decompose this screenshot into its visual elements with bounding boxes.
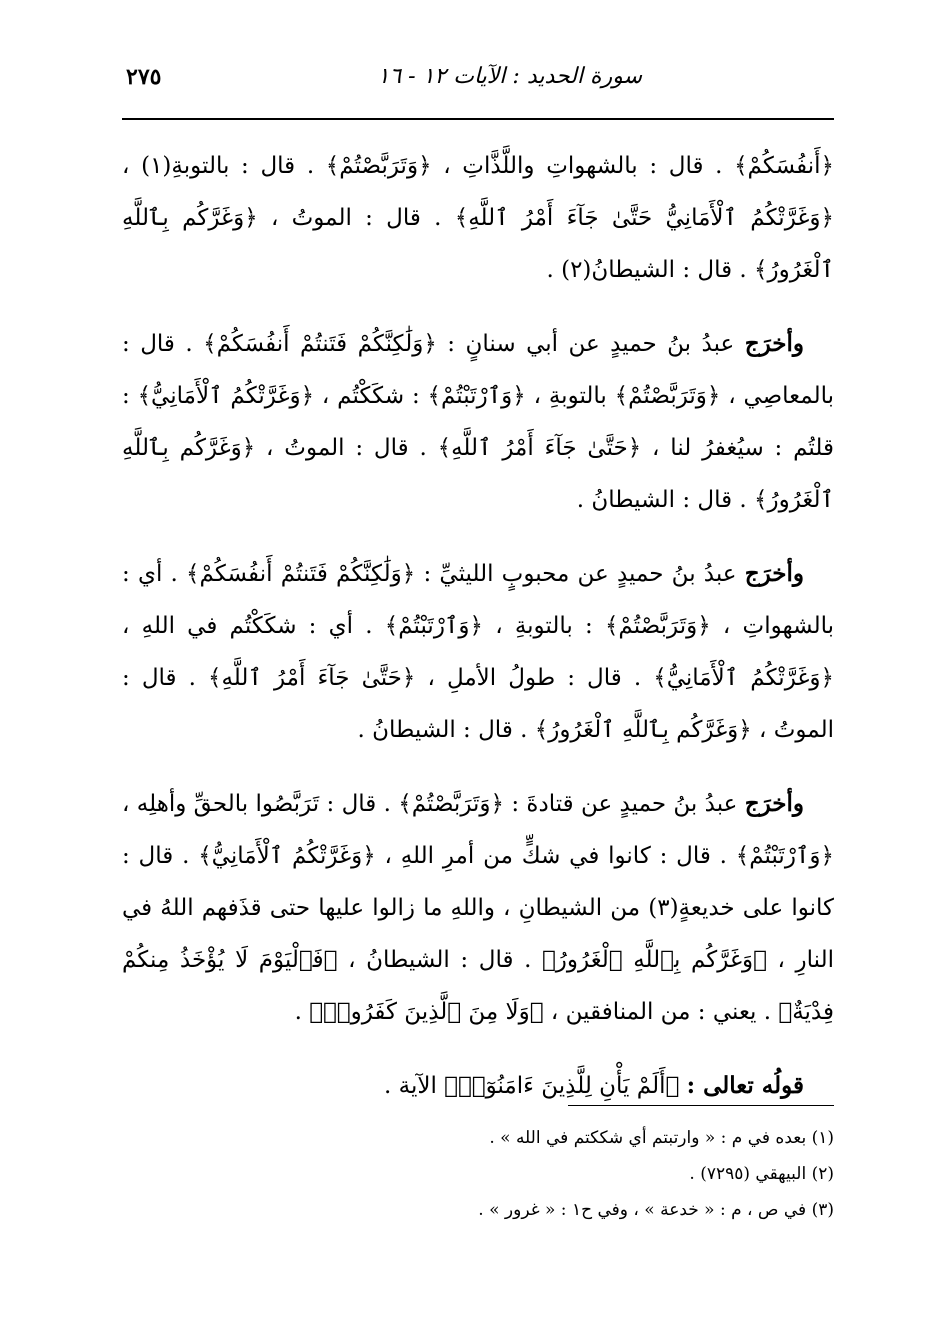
paragraph-text: ﴿أَنفُسَكُمْ﴾ . قال : بالشهواتِ واللَّذَّاتِ ، ﴿وَتَرَبَّصْتُمْ﴾ . قال : بالتوبةِ(١) ، ﴿وَغَرَّتْكُمُ ٱلْأَمَانِيُّ حَتَّىٰ جَآءَ أَمْرُ ٱللَّهِ﴾ . قال : الموتُ ، ﴿وَغَرَّكُم بِٱللَّهِ ٱلْغَرُورُ﴾ . قال : الشيطانُ(٢) . [122,153,834,283]
running-title: سورة الحديد : الآيات ١٢ - ١٦ [377,64,642,89]
footnote: (٣) في ص ، م : « خدعة » ، وفي ح١ : « غرور » . [478,1200,834,1220]
paragraph-lead: وأخرَج [744,790,804,817]
paragraph-lead: وأخرَج [744,560,804,587]
paragraph [122,778,834,1038]
page-header [120,62,832,102]
footnote: (١) بعده في م : « وارتبتم أي شككتم في الله » . [489,1128,834,1148]
footnotes [122,1120,834,1228]
paragraph [122,318,834,526]
main-text [122,140,834,1134]
paragraph-lead: قولُه تعالى : [686,1072,804,1099]
paragraph-text: ﴿أَلَمْ يَأْنِ لِلَّذِينَ ءَامَنُوٓا۟﴾ الآية . [384,1073,687,1099]
paragraph [122,548,834,756]
paragraph-text: عبدُ بنُ حميدٍ عن أبي سنانٍ : ﴿وَلَٰكِنَّكُمْ فَتَنتُمْ أَنفُسَكُمْ﴾ . قال : بالمعاصِي ، ﴿وَتَرَبَّصْتُمْ﴾ بالتوبةِ ، ﴿وَٱرْتَبْتُمْ﴾ : شكَكْتُم ، ﴿وَغَرَّتْكُمُ ٱلْأَمَانِيُّ﴾ : قلتُم : سيُغفرُ لنا ، ﴿حَتَّىٰ جَآءَ أَمْرُ ٱللَّهِ﴾ . قال : الموتُ ، ﴿وَغَرَّكُم بِٱللَّهِ ٱلْغَرُورُ﴾ . قال : الشيطانُ . [122,331,834,513]
paragraph-lead: وأخرَج [744,330,804,357]
paragraph [122,140,834,296]
header-rule [122,118,834,120]
paragraph-text: عبدُ بنُ حميدٍ عن قتادةَ : ﴿وَتَرَبَّصْتُمْ﴾ . قال : تَرَبَّصُوا بالحقِّ وأهلِه ، ﴿وَٱرْتَبْتُمْ﴾ . قال : كانوا في شكٍّ من أمرِ اللهِ ، ﴿وَغَرَّتْكُمُ ٱلْأَمَانِيُّ﴾ . قال : كانوا على خديعةٍ(٣) من الشيطانِ ، واللهِ ما زالوا عليها حتى قذَفهم اللهُ في النارِ ، ﴿وَغَرَّكُم بِٱللَّهِ ٱلْغَرُورُ﴾ . قال : الشيطانُ ، ﴿فَٱلْيَوْمَ لَا يُؤْخَذُ مِنكُمْ فِدْيَةٌ﴾ . يعني : من المنافقين ، ﴿وَلَا مِنَ ٱلَّذِينَ كَفَرُوا۟﴾ . [122,791,834,1025]
footnote-rule [568,1105,834,1106]
paragraph-text: عبدُ بنُ حميدٍ عن محبوبٍ الليثيِّ : ﴿وَلَٰكِنَّكُمْ فَتَنتُمْ أَنفُسَكُمْ﴾ . أي : بالشهواتِ ، ﴿وَتَرَبَّصْتُمْ﴾ : بالتوبةِ ، ﴿وَٱرْتَبْتُمْ﴾ . أي : شكَكْتُم في اللهِ ، ﴿وَغَرَّتْكُمُ ٱلْأَمَانِيُّ﴾ . قال : طولُ الأملِ ، ﴿حَتَّىٰ جَآءَ أَمْرُ ٱللَّهِ﴾ . قال : الموتُ ، ﴿وَغَرَّكُم بِٱللَّهِ ٱلْغَرُورُ﴾ . قال : الشيطانُ . [122,561,834,743]
footnote: (٢) البيهقي (٧٢٩٥) . [689,1164,834,1184]
page-number: ٢٧٥ [126,64,162,90]
